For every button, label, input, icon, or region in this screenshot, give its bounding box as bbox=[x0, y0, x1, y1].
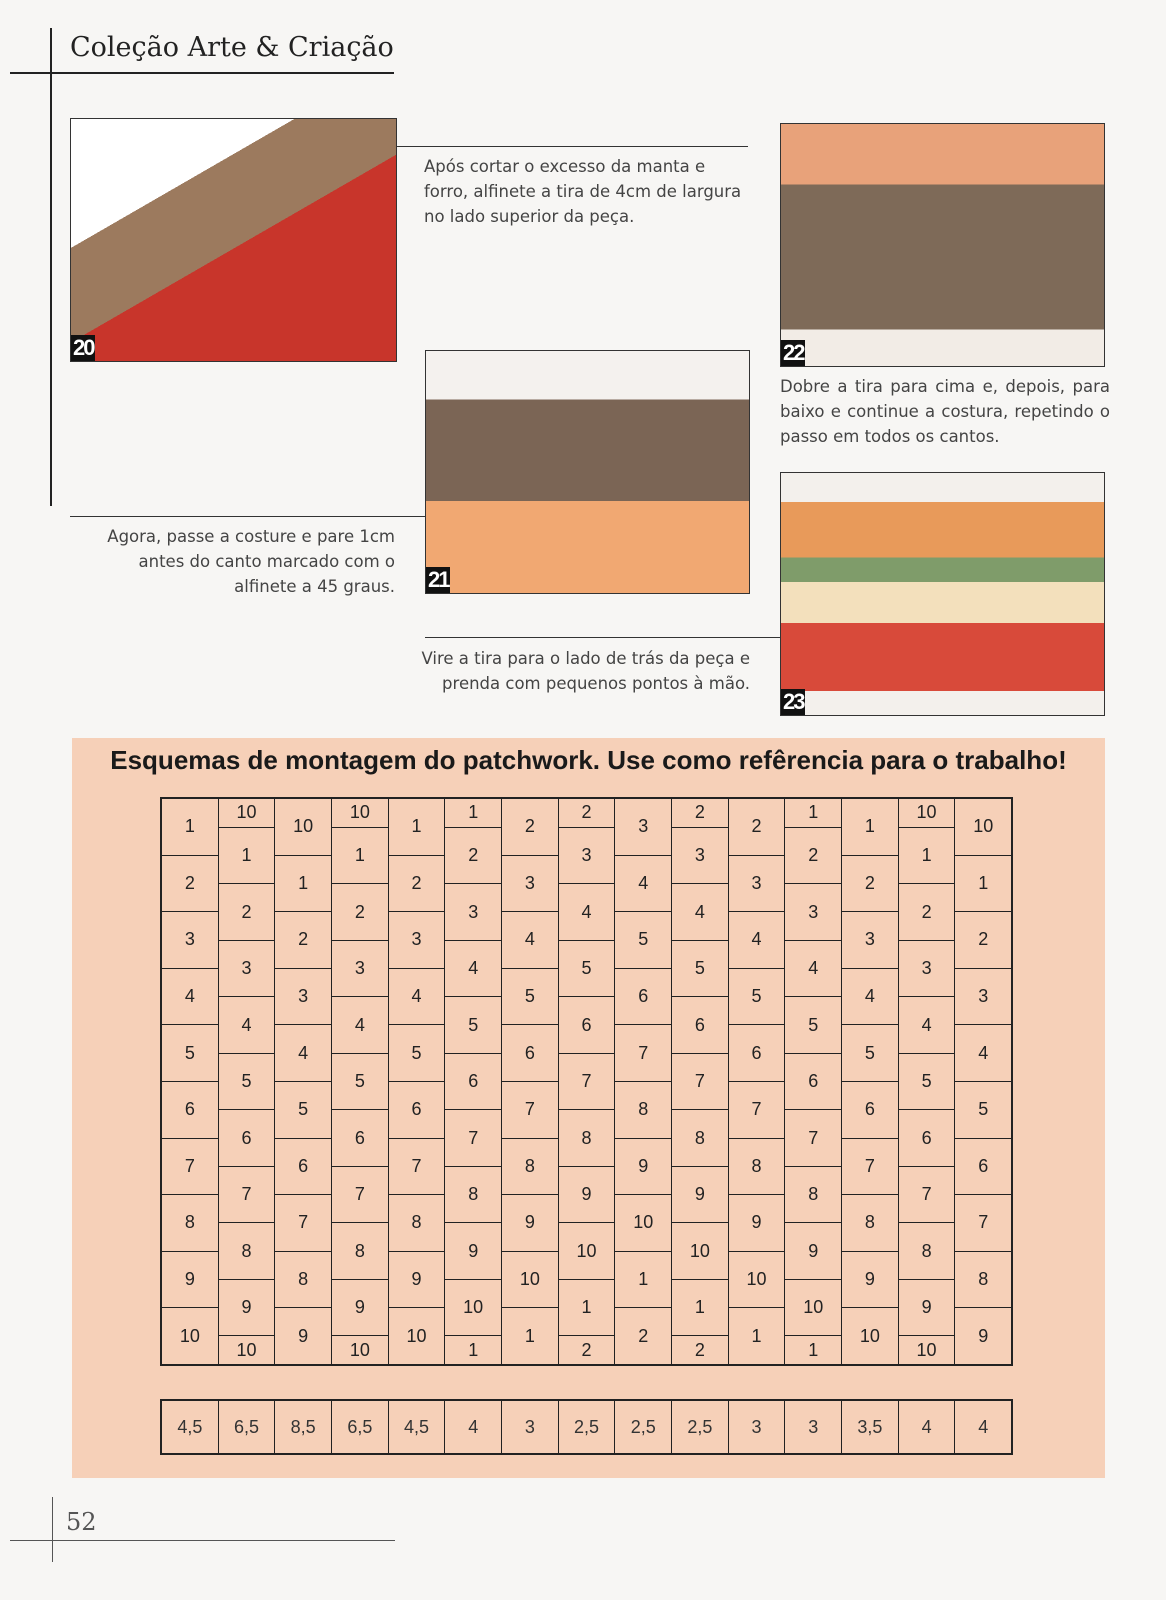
grid-cell: 10 bbox=[236, 1339, 257, 1360]
grid-cell: 5 bbox=[615, 912, 671, 969]
grid-cell: 7 bbox=[332, 1167, 388, 1224]
grid-cell: 5 bbox=[332, 1054, 388, 1111]
grid-cell: 2 bbox=[899, 884, 955, 941]
grid-cell: 4 bbox=[785, 941, 841, 998]
strip-width-cell: 4 bbox=[978, 1416, 989, 1437]
grid-cell: 1 bbox=[445, 799, 501, 828]
grid-cell: 2 bbox=[445, 828, 501, 885]
grid-cell: 2 bbox=[729, 799, 785, 856]
strip-width-cell: 3 bbox=[729, 1401, 786, 1453]
grid-cell: 10 bbox=[445, 1280, 501, 1337]
grid-cell: 1 bbox=[808, 1339, 819, 1360]
grid-cell: 1 bbox=[751, 1325, 762, 1346]
grid-cell: 2 bbox=[672, 799, 728, 828]
grid-cell: 6 bbox=[615, 969, 671, 1026]
strip-widths-row bbox=[160, 1399, 1013, 1455]
grid-cell: 1 bbox=[275, 856, 331, 913]
grid-cell: 7 bbox=[729, 1082, 785, 1139]
grid-cell: 7 bbox=[162, 1139, 218, 1196]
strip-width-cell: 8,5 bbox=[275, 1401, 332, 1453]
grid-cell: 9 bbox=[559, 1167, 615, 1224]
grid-cell: 1 bbox=[162, 799, 218, 856]
page-number: 52 bbox=[66, 1508, 97, 1536]
grid-cell: 6 bbox=[219, 1110, 275, 1167]
photo-step-23 bbox=[780, 472, 1105, 716]
grid-cell: 8 bbox=[332, 1223, 388, 1280]
grid-column bbox=[445, 799, 502, 1364]
grid-cell: 6 bbox=[162, 1082, 218, 1139]
grid-cell: 1 bbox=[842, 799, 898, 856]
grid-cell: 5 bbox=[559, 941, 615, 998]
photo-step-21 bbox=[425, 350, 750, 594]
grid-cell: 5 bbox=[162, 1025, 218, 1082]
grid-cell: 7 bbox=[219, 1167, 275, 1224]
strip-width-cell: 4,5 bbox=[162, 1401, 219, 1453]
grid-cell: 3 bbox=[445, 884, 501, 941]
photo-step-22 bbox=[780, 123, 1105, 367]
grid-cell: 9 bbox=[978, 1325, 989, 1346]
grid-cell: 2 bbox=[785, 828, 841, 885]
grid-cell: 10 bbox=[859, 1325, 880, 1346]
grid-cell: 4 bbox=[162, 969, 218, 1026]
grid-cell: 4 bbox=[559, 884, 615, 941]
grid-cell: 3 bbox=[559, 828, 615, 885]
grid-cell: 8 bbox=[899, 1223, 955, 1280]
scheme-title: Esquemas de montagem do patchwork. Use como refêrencia para o trabalho! bbox=[110, 745, 1067, 775]
grid-cell: 6 bbox=[672, 997, 728, 1054]
grid-cell: 6 bbox=[445, 1054, 501, 1111]
grid-cell: 3 bbox=[502, 856, 558, 913]
grid-cell: 1 bbox=[615, 1252, 671, 1309]
step-number: 23 bbox=[783, 689, 804, 714]
grid-cell: 9 bbox=[502, 1195, 558, 1252]
grid-cell: 6 bbox=[729, 1025, 785, 1082]
grid-cell: 10 bbox=[899, 799, 955, 828]
title-underline bbox=[10, 72, 394, 74]
step-number: 22 bbox=[783, 340, 804, 365]
footer-rule bbox=[10, 1540, 395, 1541]
grid-cell: 10 bbox=[349, 1339, 370, 1360]
grid-cell: 5 bbox=[785, 997, 841, 1054]
grid-cell: 3 bbox=[219, 941, 275, 998]
grid-column bbox=[842, 799, 899, 1364]
grid-cell: 8 bbox=[672, 1110, 728, 1167]
grid-cell: 8 bbox=[445, 1167, 501, 1224]
grid-cell: 1 bbox=[955, 856, 1011, 913]
grid-cell: 1 bbox=[332, 828, 388, 885]
grid-cell: 5 bbox=[729, 969, 785, 1026]
strip-width-cell: 4 bbox=[899, 1401, 956, 1453]
grid-cell: 5 bbox=[672, 941, 728, 998]
page-title: Coleção Arte & Criação bbox=[70, 32, 394, 63]
grid-cell: 2 bbox=[332, 884, 388, 941]
caption-step-20: Após cortar o excesso da manta e forro, alfinete a tira de 4cm de largura no lado superior da peça. bbox=[424, 157, 742, 226]
grid-cell: 4 bbox=[955, 1025, 1011, 1082]
grid-cell: 8 bbox=[502, 1139, 558, 1196]
grid-cell: 1 bbox=[468, 1339, 479, 1360]
grid-cell: 3 bbox=[672, 828, 728, 885]
grid-cell: 7 bbox=[445, 1110, 501, 1167]
grid-cell: 10 bbox=[559, 1223, 615, 1280]
strip-width-cell: 6,5 bbox=[332, 1401, 389, 1453]
grid-cell: 8 bbox=[275, 1252, 331, 1309]
grid-cell: 2 bbox=[842, 856, 898, 913]
grid-column bbox=[332, 799, 389, 1364]
grid-cell: 1 bbox=[785, 799, 841, 828]
grid-cell: 3 bbox=[389, 912, 445, 969]
grid-cell: 9 bbox=[842, 1252, 898, 1309]
grid-cell: 6 bbox=[899, 1110, 955, 1167]
divider bbox=[396, 146, 748, 147]
strip-width-cell: 3 bbox=[785, 1401, 842, 1453]
grid-cell: 10 bbox=[955, 799, 1011, 856]
grid-cell: 10 bbox=[179, 1325, 200, 1346]
grid-cell: 1 bbox=[672, 1280, 728, 1337]
grid-cell: 3 bbox=[275, 969, 331, 1026]
grid-cell: 7 bbox=[502, 1082, 558, 1139]
strip-width-cell: 4,5 bbox=[389, 1401, 446, 1453]
step-number: 21 bbox=[428, 567, 449, 592]
grid-cell: 8 bbox=[615, 1082, 671, 1139]
grid-cell: 4 bbox=[672, 884, 728, 941]
grid-cell: 10 bbox=[729, 1252, 785, 1309]
grid-cell: 4 bbox=[615, 856, 671, 913]
strip-width-cell: 6,5 bbox=[219, 1401, 276, 1453]
grid-cell: 2 bbox=[638, 1325, 649, 1346]
grid-cell: 9 bbox=[445, 1223, 501, 1280]
grid-cell: 8 bbox=[729, 1139, 785, 1196]
grid-cell: 1 bbox=[524, 1325, 535, 1346]
grid-cell: 10 bbox=[332, 799, 388, 828]
grid-column bbox=[389, 799, 446, 1364]
grid-cell: 9 bbox=[785, 1223, 841, 1280]
strip-width-cell: 2,5 bbox=[559, 1401, 616, 1453]
grid-column bbox=[672, 799, 729, 1364]
grid-column bbox=[502, 799, 559, 1364]
grid-cell: 9 bbox=[162, 1252, 218, 1309]
photo-step-20 bbox=[70, 118, 397, 362]
grid-cell: 7 bbox=[899, 1167, 955, 1224]
grid-cell: 10 bbox=[916, 1339, 937, 1360]
grid-cell: 7 bbox=[955, 1195, 1011, 1252]
grid-cell: 7 bbox=[275, 1195, 331, 1252]
grid-cell: 10 bbox=[615, 1195, 671, 1252]
grid-cell: 2 bbox=[162, 856, 218, 913]
grid-cell: 3 bbox=[842, 912, 898, 969]
grid-cell: 5 bbox=[502, 969, 558, 1026]
grid-cell: 3 bbox=[729, 856, 785, 913]
grid-column bbox=[615, 799, 672, 1364]
grid-cell: 4 bbox=[389, 969, 445, 1026]
divider bbox=[425, 637, 780, 638]
grid-cell: 2 bbox=[581, 1339, 592, 1360]
grid-cell: 9 bbox=[389, 1252, 445, 1309]
grid-cell: 5 bbox=[955, 1082, 1011, 1139]
grid-cell: 9 bbox=[615, 1139, 671, 1196]
grid-cell: 7 bbox=[389, 1139, 445, 1196]
grid-cell: 6 bbox=[559, 997, 615, 1054]
grid-cell: 3 bbox=[162, 912, 218, 969]
grid-cell: 5 bbox=[219, 1054, 275, 1111]
grid-cell: 7 bbox=[615, 1025, 671, 1082]
grid-cell: 2 bbox=[694, 1339, 705, 1360]
divider bbox=[70, 516, 425, 517]
left-margin-rule bbox=[50, 28, 52, 506]
grid-cell: 10 bbox=[672, 1223, 728, 1280]
grid-cell: 6 bbox=[785, 1054, 841, 1111]
grid-cell: 4 bbox=[219, 997, 275, 1054]
footer-rule-vertical bbox=[52, 1497, 53, 1562]
grid-cell: 2 bbox=[275, 912, 331, 969]
grid-cell: 5 bbox=[842, 1025, 898, 1082]
grid-cell: 8 bbox=[389, 1195, 445, 1252]
grid-cell: 8 bbox=[955, 1252, 1011, 1309]
grid-cell: 9 bbox=[298, 1325, 309, 1346]
grid-cell: 2 bbox=[502, 799, 558, 856]
grid-cell: 1 bbox=[389, 799, 445, 856]
grid-cell: 4 bbox=[445, 941, 501, 998]
grid-column bbox=[162, 799, 219, 1364]
grid-cell: 8 bbox=[842, 1195, 898, 1252]
grid-cell: 3 bbox=[332, 941, 388, 998]
grid-cell: 6 bbox=[502, 1025, 558, 1082]
grid-cell: 7 bbox=[842, 1139, 898, 1196]
grid-cell: 9 bbox=[219, 1280, 275, 1337]
grid-cell: 9 bbox=[672, 1167, 728, 1224]
grid-cell: 1 bbox=[899, 828, 955, 885]
grid-cell: 4 bbox=[842, 969, 898, 1026]
caption-step-21: Agora, passe a costure e pare 1cm antes do canto marcado com o alfinete a 45 graus. bbox=[107, 527, 395, 596]
grid-column bbox=[785, 799, 842, 1364]
grid-cell: 9 bbox=[729, 1195, 785, 1252]
grid-cell: 6 bbox=[389, 1082, 445, 1139]
grid-cell: 4 bbox=[729, 912, 785, 969]
grid-cell: 4 bbox=[332, 997, 388, 1054]
grid-cell: 8 bbox=[162, 1195, 218, 1252]
grid-cell: 10 bbox=[275, 799, 331, 856]
grid-cell: 5 bbox=[445, 997, 501, 1054]
grid-cell: 3 bbox=[955, 969, 1011, 1026]
grid-cell: 4 bbox=[899, 997, 955, 1054]
grid-cell: 7 bbox=[785, 1110, 841, 1167]
grid-cell: 2 bbox=[559, 799, 615, 828]
strip-width-cell: 2,5 bbox=[615, 1401, 672, 1453]
grid-cell: 10 bbox=[219, 799, 275, 828]
strip-width-cell: 2,5 bbox=[672, 1401, 729, 1453]
grid-cell: 2 bbox=[219, 884, 275, 941]
grid-cell: 7 bbox=[559, 1054, 615, 1111]
grid-cell: 10 bbox=[406, 1325, 427, 1346]
grid-cell: 9 bbox=[899, 1280, 955, 1337]
grid-cell: 9 bbox=[332, 1280, 388, 1337]
caption-step-22: Dobre a tira para cima e, depois, para baixo e continue a costura, repetindo o passo em todos os cantos. bbox=[780, 377, 1110, 446]
grid-cell: 8 bbox=[219, 1223, 275, 1280]
grid-cell: 6 bbox=[955, 1139, 1011, 1196]
grid-cell: 6 bbox=[332, 1110, 388, 1167]
grid-column bbox=[275, 799, 332, 1364]
grid-cell: 5 bbox=[389, 1025, 445, 1082]
grid-cell: 8 bbox=[559, 1110, 615, 1167]
grid-cell: 2 bbox=[955, 912, 1011, 969]
grid-cell: 7 bbox=[672, 1054, 728, 1111]
grid-cell: 3 bbox=[785, 884, 841, 941]
grid-cell: 4 bbox=[502, 912, 558, 969]
grid-column bbox=[729, 799, 786, 1364]
grid-cell: 3 bbox=[899, 941, 955, 998]
strip-width-cell: 3 bbox=[502, 1401, 559, 1453]
patchwork-grid bbox=[160, 797, 1013, 1366]
grid-cell: 8 bbox=[785, 1167, 841, 1224]
grid-cell: 6 bbox=[275, 1139, 331, 1196]
strip-width-cell: 3,5 bbox=[842, 1401, 899, 1453]
grid-cell: 1 bbox=[559, 1280, 615, 1337]
grid-column bbox=[559, 799, 616, 1364]
grid-cell: 2 bbox=[389, 856, 445, 913]
grid-cell: 1 bbox=[219, 828, 275, 885]
step-number: 20 bbox=[73, 335, 94, 360]
caption-step-23: Vire a tira para o lado de trás da peça e prenda com pequenos pontos à mão. bbox=[421, 649, 750, 693]
grid-column bbox=[899, 799, 956, 1364]
grid-cell: 10 bbox=[502, 1252, 558, 1309]
grid-cell: 5 bbox=[275, 1082, 331, 1139]
strip-width-cell: 4 bbox=[445, 1401, 502, 1453]
grid-cell: 5 bbox=[899, 1054, 955, 1111]
grid-cell: 6 bbox=[842, 1082, 898, 1139]
grid-cell: 3 bbox=[615, 799, 671, 856]
grid-column bbox=[219, 799, 276, 1364]
grid-column bbox=[955, 799, 1011, 1364]
grid-cell: 10 bbox=[785, 1280, 841, 1337]
grid-cell: 4 bbox=[275, 1025, 331, 1082]
